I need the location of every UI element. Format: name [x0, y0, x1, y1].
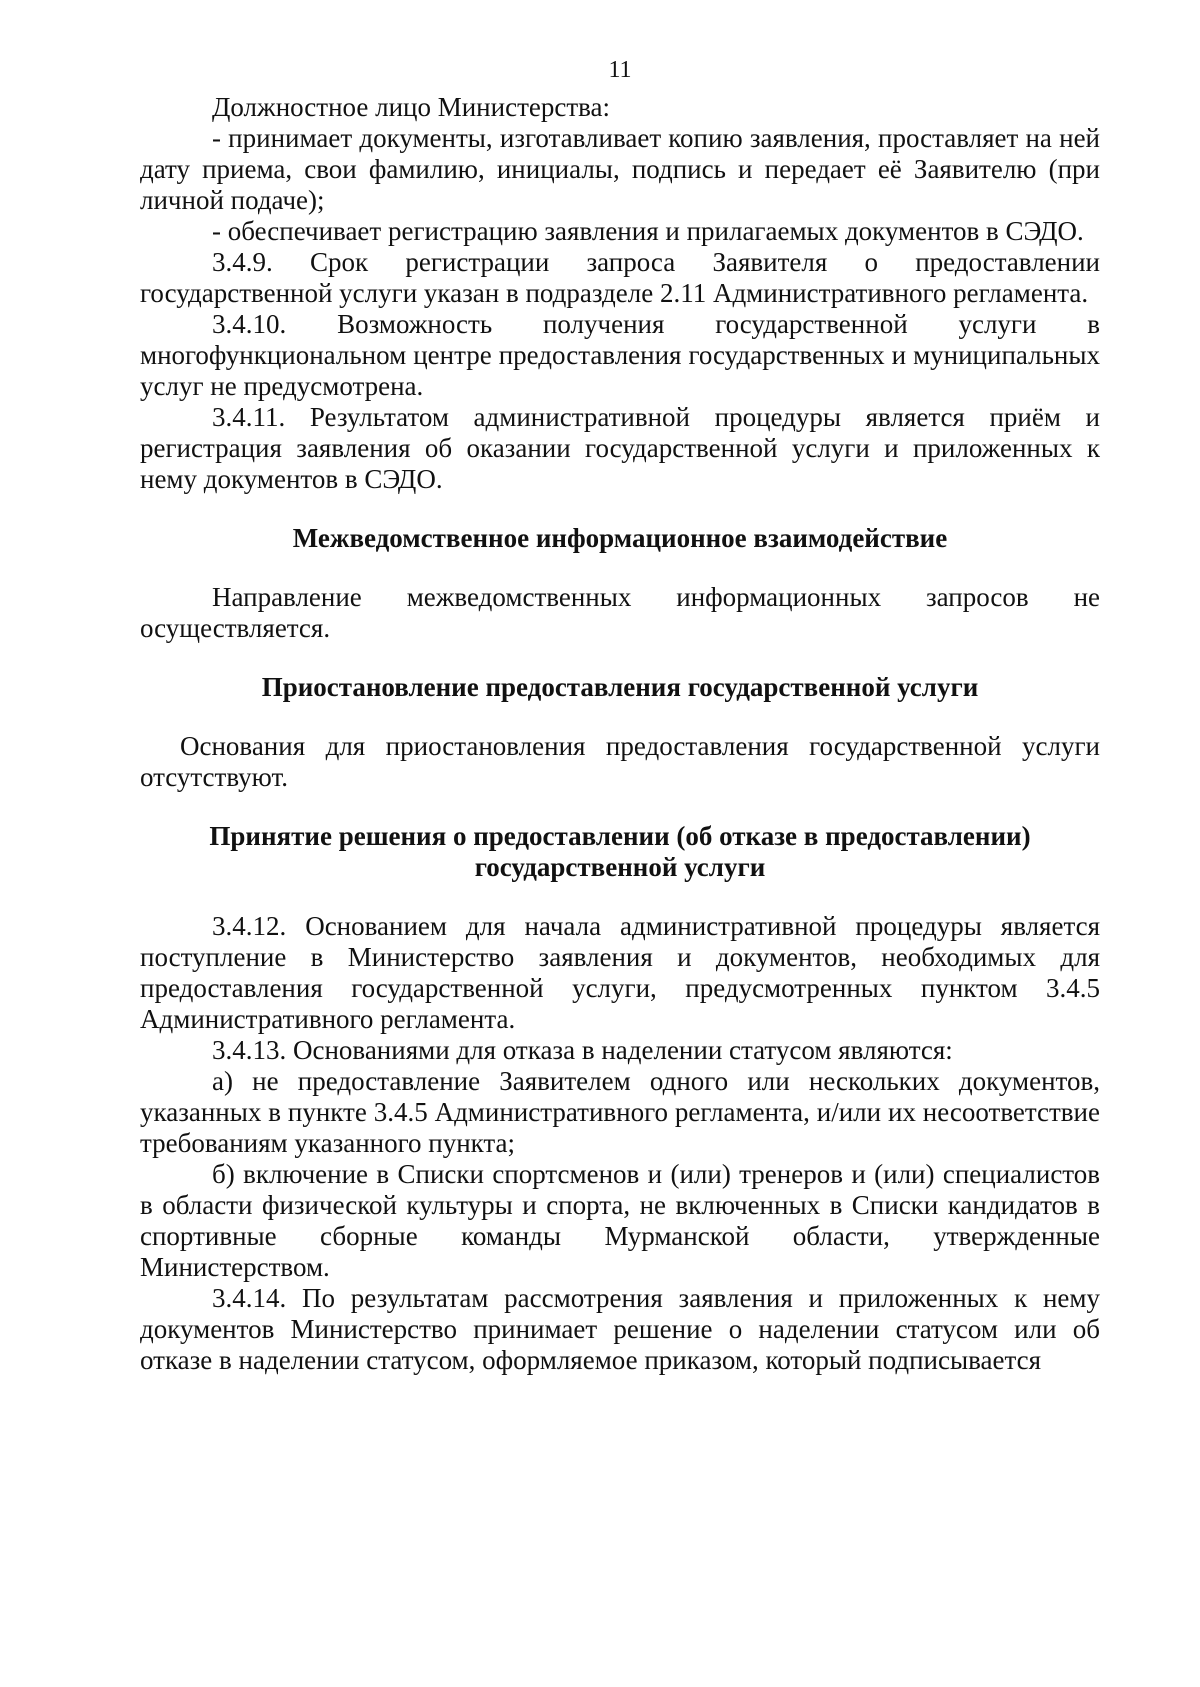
paragraph: Должностное лицо Министерства: — [212, 92, 611, 122]
spacer — [140, 793, 1100, 821]
spacer — [140, 883, 1100, 911]
section-heading-suspension: Приостановление предоставления государственной услуги — [261, 672, 979, 702]
section-heading-decision-line2: государственной услуги — [474, 852, 766, 882]
paragraph: 3.4.13. Основаниями для отказа в наделении статусом являются: — [212, 1035, 953, 1065]
spacer — [140, 644, 1100, 672]
spacer — [140, 554, 1100, 582]
paragraph: 3.4.14. По результатам рассмотрения заявления и приложенных к нему документов Министерство принимает решение о наделении статусом или об отказе в наделении статусом, оформляемое приказом, который подписывается — [140, 1283, 1100, 1375]
paragraph: 3.4.9. Срок регистрации запроса Заявителя о предоставлении государственной услуги указан в подразделе 2.11 Административного регламента. — [140, 247, 1100, 308]
paragraph: 3.4.12. Основанием для начала административной процедуры является поступление в Министерство заявления и документов, необходимых для предоставления государственной услуги, предусмотренных пунктом 3.4.5 Административного регламента. — [140, 911, 1100, 1034]
paragraph: 3.4.10. Возможность получения государственной услуги в многофункциональном центре предоставления государственных и муниципальных услуг не предусмотрена. — [140, 309, 1100, 401]
paragraph: Направление межведомственных информационных запросов не осуществляется. — [140, 582, 1100, 643]
paragraph: 3.4.11. Результатом административной процедуры является приём и регистрация заявления об оказании государственной услуги и приложенных к нему документов в СЭДО. — [140, 402, 1100, 494]
paragraph: - принимает документы, изготавливает копию заявления, проставляет на ней дату приема, свои фамилию, инициалы, подпись и передает её Заявителю (при личной подаче); — [140, 123, 1100, 215]
paragraph: а) не предоставление Заявителем одного или нескольких документов, указанных в пункте 3.4.5 Административного регламента, и/или их несоответствие требованиям указанного пункта; — [140, 1066, 1100, 1158]
paragraph: б) включение в Списки спортсменов и (или) тренеров и (или) специалистов в области физической культуры и спорта, не включенных в Списки кандидатов в спортивные сборные команды Мурманской области, утвержденные Министерством. — [140, 1159, 1100, 1282]
spacer — [140, 703, 1100, 731]
paragraph: - обеспечивает регистрацию заявления и прилагаемых документов в СЭДО. — [212, 216, 1084, 246]
spacer — [140, 495, 1100, 523]
paragraph: Основания для приостановления предоставления государственной услуги отсутствуют. — [140, 731, 1100, 792]
section-heading-interagency: Межведомственное информационное взаимодействие — [292, 523, 948, 553]
page-number: 11 — [608, 57, 632, 83]
section-heading-decision-line1: Принятие решения о предоставлении (об отказе в предоставлении) — [209, 821, 1031, 851]
